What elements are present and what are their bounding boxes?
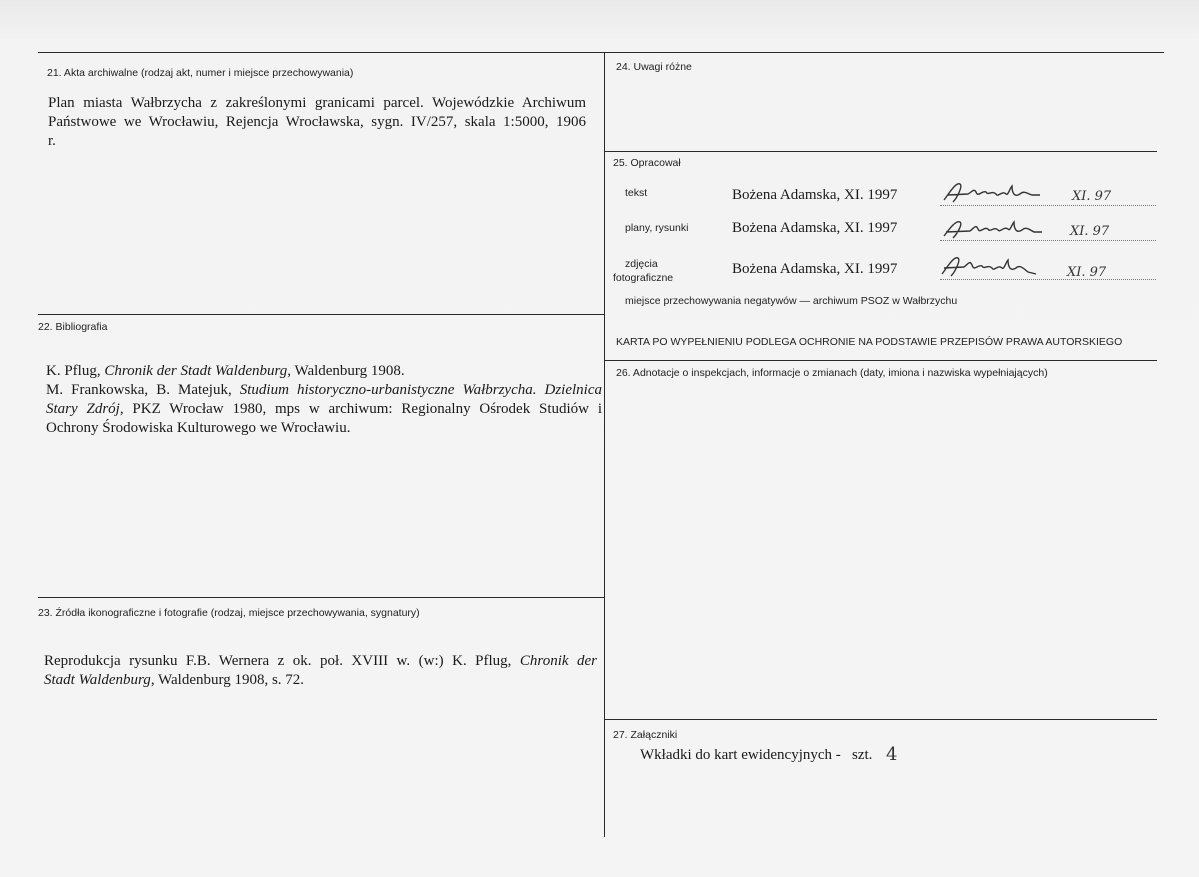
rule-22-23 [38,597,604,598]
section-23-line-2 [44,671,597,690]
row-tekst-date: XI. 97 [1072,189,1112,204]
attachments-count: 4 [886,744,898,765]
row-tekst-value: Bożena Adamska, XI. 1997 [732,187,898,203]
section-27-heading: 27. Załączniki [613,729,678,741]
section-23-title-a: Chronik der [519,653,597,669]
section-21-heading: 21. Akta archiwalne (rodzaj akt, numer i miejsce przechowywania) [47,67,354,79]
bibliography-entry-1 [46,362,602,381]
row-zdjecia-label-a: zdjęcia [625,258,658,270]
attachments-text: Wkładki do kart ewidencyjnych - szt. [640,747,873,763]
row-zdjecia-value: Bożena Adamska, XI. 1997 [732,261,898,277]
top-rule [38,52,1164,53]
bibliography-entry-2-line-1 [46,381,602,400]
row-zdjecia-date: XI. 97 [1067,265,1107,280]
section-23-title-b: Stadt Waldenburg [44,672,151,688]
section-25-heading: 25. Opracował [613,157,681,169]
section-22-body [46,362,602,438]
section-23-text-a: Reprodukcja rysunku F.B. Wernera z ok. poł. XVIII w. (w:) K. Pflug, [44,653,520,669]
signature-3 [938,252,1048,280]
section-23-text-b: , Waldenburg 1908, s. 72. [150,672,305,688]
row-plany-value: Bożena Adamska, XI. 1997 [732,220,898,236]
rule-25-26 [604,360,1157,361]
rule-26-27 [604,719,1157,720]
section-21-body [48,94,586,151]
copyright-notice: KARTA PO WYPEŁNIENIU PODLEGA OCHRONIE NA PODSTAWIE PRZEPISÓW PRAWA AUTORSKIEGO [616,336,1123,348]
entry-2-authors: M. Frankowska, B. Matejuk, [46,382,240,398]
row-tekst-label: tekst [625,187,648,199]
row-zdjecia-label-b: fotograficzne [613,272,674,284]
section-23-line-1 [44,652,597,671]
section-21-line-3: r. [48,133,56,149]
section-22-heading: 22. Bibliografia [38,321,108,333]
entry-2-title-a: Studium historyczno-urbanistyczne Wałbrzycha. Dzielnica [239,382,602,398]
signature-2 [940,214,1050,242]
signature-1 [940,178,1050,206]
negatives-location: miejsce przechowywania negatywów — archiwum PSOZ w Wałbrzychu [625,295,958,307]
rule-21-22 [38,314,604,315]
bibliography-entry-2-line-3: Ochrony Środowiska Kulturowego we Wrocławiu. [46,420,351,436]
row-plany-date: XI. 97 [1070,224,1110,239]
section-23-body [44,652,597,690]
section-21-line-1: Plan miasta Wałbrzycha z zakreślonymi granicami parcel. Wojewódzkie Archiwum [48,95,586,111]
section-24-heading: 24. Uwagi różne [616,61,692,73]
entry-1-details: , Waldenburg 1908. [287,363,405,379]
entry-2-details: , PKZ Wrocław 1980, mps w archiwum: Regionalny Ośrodek Studiów i [119,401,602,417]
bibliography-entry-2-line-2 [46,400,602,419]
section-26-heading: 26. Adnotacje o inspekcjach, informacje o zmianach (daty, imiona i nazwiska wypełniających) [616,367,1048,379]
section-21-line-2: Państwowe we Wrocławiu, Rejencja Wrocławska, sygn. IV/257, skala 1:5000, 1906 [48,114,586,130]
row-plany-label: plany, rysunki [625,222,689,234]
section-23-heading: 23. Źródła ikonograficzne i fotografie (rodzaj, miejsce przechowywania, sygnatury) [38,607,420,619]
entry-1-author: K. Pflug, [46,363,105,379]
entry-2-title-b: Stary Zdrój [46,401,120,417]
rule-24-25 [604,151,1157,152]
entry-1-title: Chronik der Stadt Waldenburg [104,363,288,379]
